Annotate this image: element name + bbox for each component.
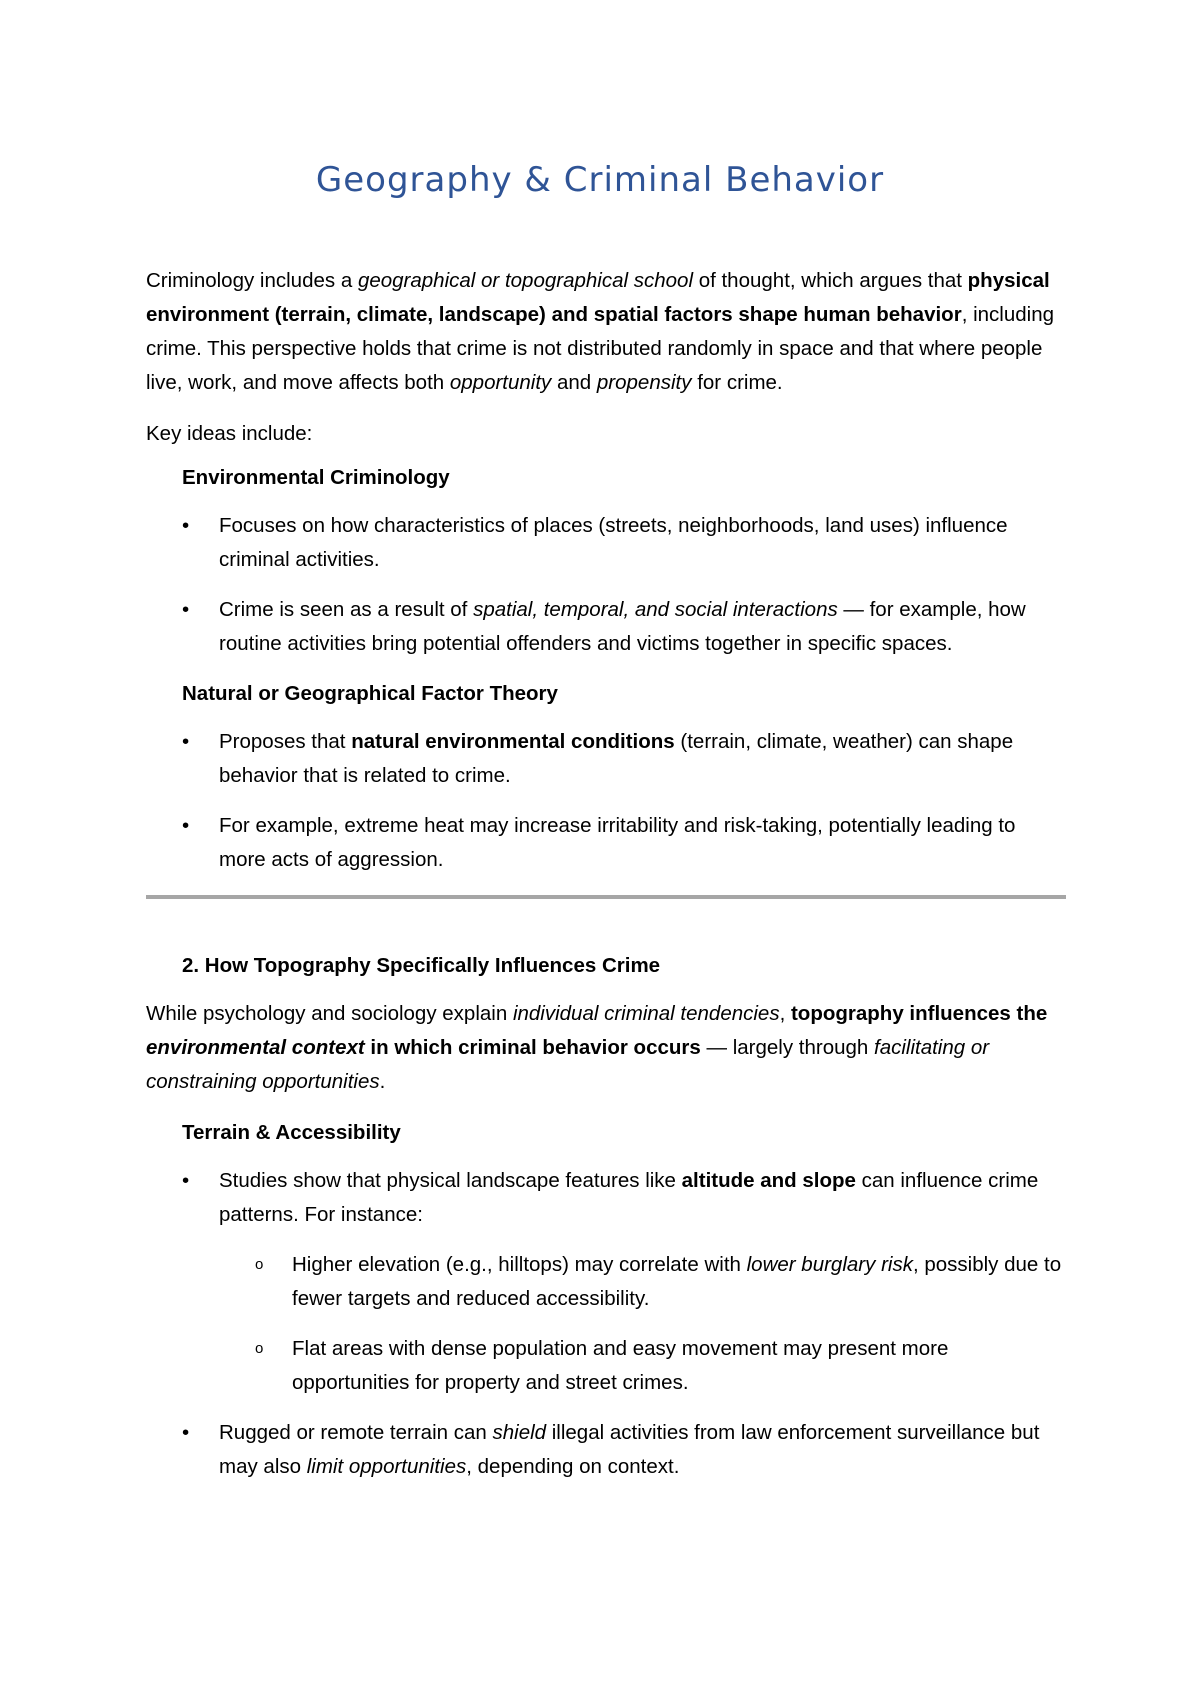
text-run: individual criminal tendencies: [512, 1002, 780, 1025]
text-run: For example, extreme heat may increase irritability and risk-taking, potentially leading to more acts of aggression.: [219, 814, 1016, 871]
text-run: (terrain, climate, weather) can shape behavior that is related to crime.: [219, 730, 1014, 787]
text-run: , depending on context.: [466, 1455, 680, 1478]
text-run: geographical or topographical school: [357, 269, 693, 292]
text-run: — for example, how routine activities bring potential offenders and victims together in specific spaces.: [219, 598, 1026, 655]
text-run: physical environment (terrain, climate, landscape) and spatial factors shape human behavior: [146, 269, 1050, 326]
list-item: [146, 1416, 1066, 1484]
section-heading-terrain-accessibility: Terrain & Accessibility: [182, 1121, 401, 1144]
horizontal-divider: [146, 895, 1066, 899]
list-item: [146, 809, 1066, 877]
text-run: propensity: [596, 371, 692, 394]
text-run: Proposes that: [219, 730, 352, 753]
topography-paragraph: [146, 997, 1066, 1099]
text-run: ,: [779, 1002, 791, 1025]
sub-list-item: [219, 1332, 1066, 1400]
intro-paragraph: [146, 264, 1066, 400]
bullet-marker: •: [182, 814, 190, 837]
bullet-marker: •: [182, 514, 190, 537]
key-ideas-label: Key ideas include:: [146, 422, 313, 445]
text-run: can influence crime patterns. For instance:: [219, 1169, 1039, 1226]
text-run: Focuses on how characteristics of places (streets, neighborhoods, land uses) influence criminal activities.: [219, 514, 1008, 571]
text-run: environmental context: [146, 1036, 365, 1059]
list-item: [146, 725, 1066, 793]
sub-bullet-marker: o: [255, 1256, 264, 1273]
text-run: opportunity: [449, 371, 552, 394]
bullet-marker: •: [182, 598, 190, 621]
text-run: spatial, temporal, and social interactions: [473, 598, 838, 621]
text-run: Criminology includes a: [146, 269, 358, 292]
text-run: in which criminal behavior occurs: [364, 1036, 701, 1059]
text-run: Rugged or remote terrain can: [219, 1421, 493, 1444]
bullet-list: [146, 509, 1066, 661]
text-run: Crime is seen as a result of: [219, 598, 474, 621]
text-run: for crime.: [691, 371, 783, 394]
text-run: lower burglary risk: [746, 1253, 913, 1276]
text-run: .: [379, 1070, 386, 1093]
sub-bullet-list: [219, 1248, 1066, 1400]
section-heading-environmental-criminology: Environmental Criminology: [182, 466, 450, 489]
text-run: Flat areas with dense population and easy movement may present more opportunities for property and street crimes.: [292, 1337, 949, 1394]
bullet-marker: •: [182, 730, 190, 753]
text-run: Higher elevation (e.g., hilltops) may correlate with: [292, 1253, 747, 1276]
text-run: Studies show that physical landscape features like: [219, 1169, 682, 1192]
text-run: While psychology and sociology explain: [146, 1002, 513, 1025]
list-item: [146, 1164, 1066, 1400]
sub-list-item: [219, 1248, 1066, 1316]
text-run: , including crime. This perspective holds that crime is not distributed randomly in space and that where people live, work, and move affects both: [146, 303, 1054, 394]
text-run: illegal activities from law enforcement surveillance but may also: [219, 1421, 1040, 1478]
text-run: facilitating or constraining opportunities: [146, 1036, 990, 1093]
list-item: [146, 509, 1066, 577]
section-heading-natural-factor-theory: Natural or Geographical Factor Theory: [182, 682, 558, 705]
text-run: topography influences the: [790, 1002, 1048, 1025]
sub-bullet-marker: o: [255, 1340, 264, 1357]
text-run: of thought, which argues that: [693, 269, 968, 292]
document-body: [146, 264, 1066, 1500]
text-run: shield: [492, 1421, 547, 1444]
bullet-list: [146, 1164, 1066, 1484]
list-item: [146, 593, 1066, 661]
document-title: Geography & Criminal Behavior: [315, 160, 885, 200]
bullet-marker: •: [182, 1421, 190, 1444]
text-run: — largely through: [700, 1036, 874, 1059]
bullet-list: [146, 725, 1066, 877]
text-run: , possibly due to fewer targets and reduced accessibility.: [292, 1253, 1062, 1310]
text-run: natural environmental conditions: [351, 730, 675, 753]
text-run: limit opportunities: [306, 1455, 467, 1478]
section-heading-topography: 2. How Topography Specifically Influences Crime: [182, 954, 661, 977]
bullet-marker: •: [182, 1169, 190, 1192]
text-run: altitude and slope: [681, 1169, 856, 1192]
text-run: and: [551, 371, 597, 394]
